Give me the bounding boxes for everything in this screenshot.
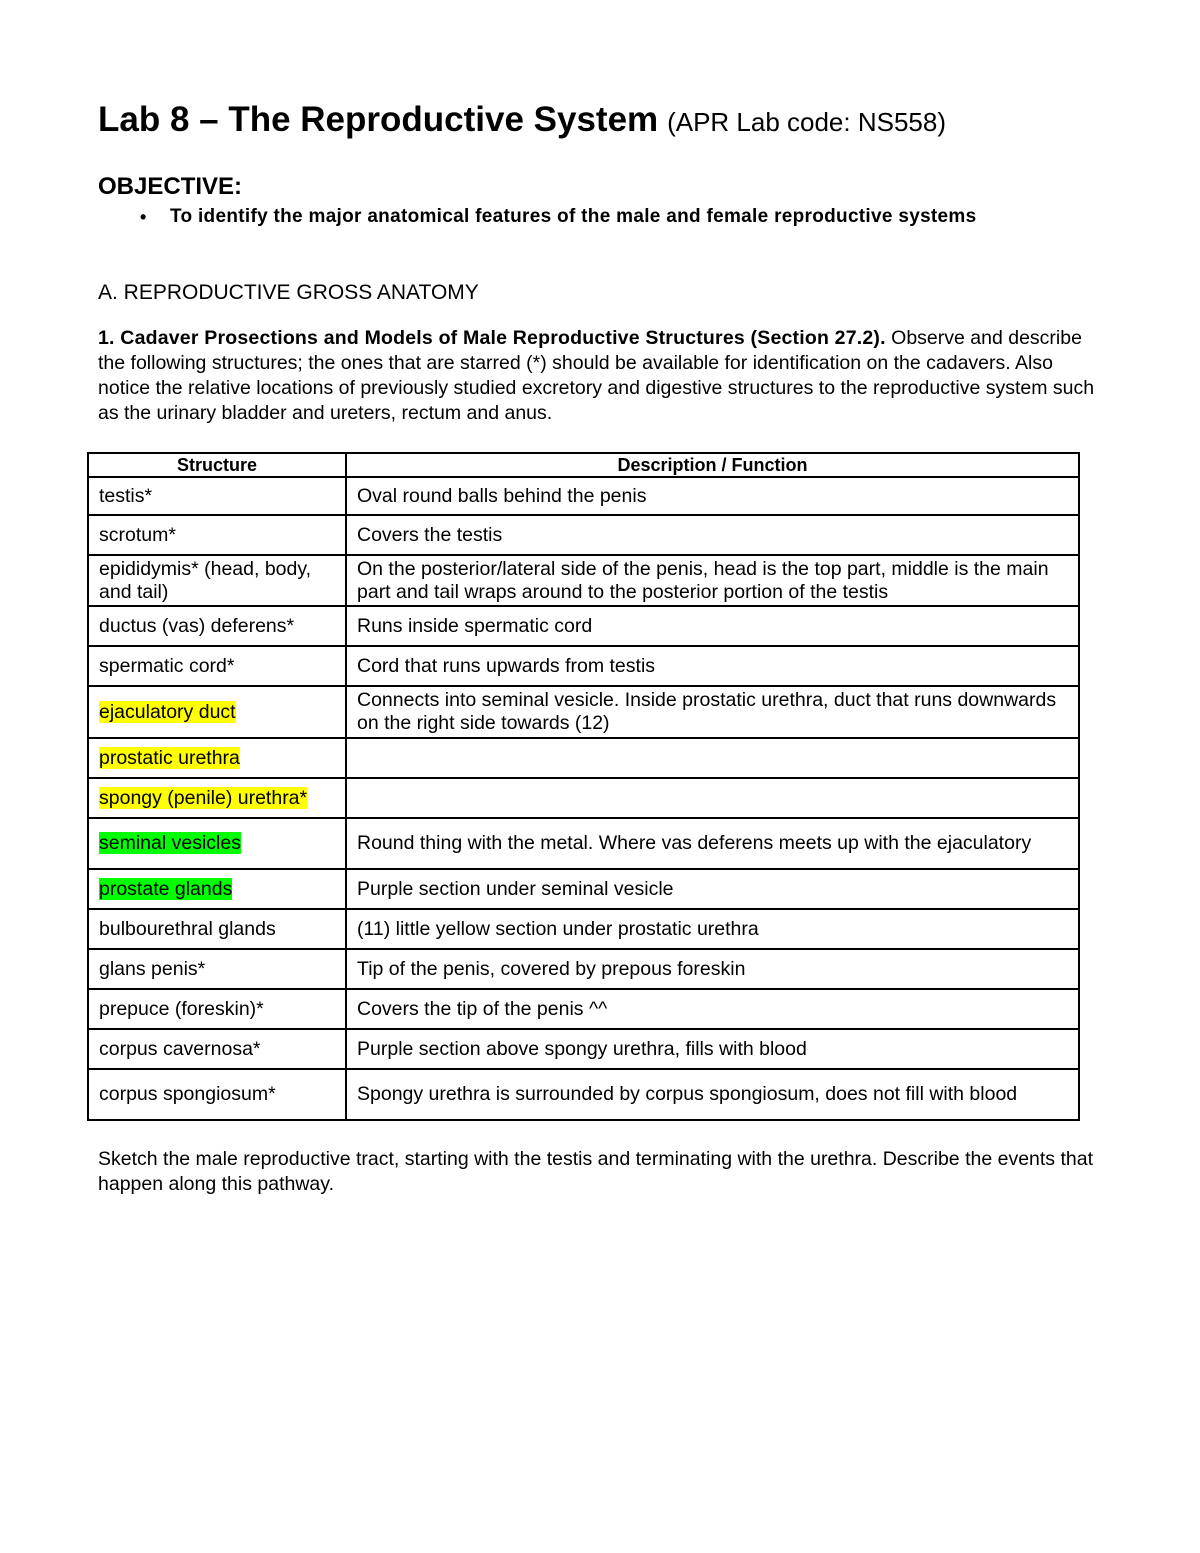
section-intro	[98, 326, 1098, 426]
structure-name: corpus cavernosa*	[99, 1037, 261, 1060]
table-row	[88, 686, 1079, 738]
description-cell: Purple section under seminal vesicle	[346, 869, 1079, 909]
structure-name: testis*	[99, 484, 153, 507]
table-row	[88, 646, 1079, 686]
structure-name: corpus spongiosum*	[99, 1083, 276, 1105]
structure-name: prostatic urethra	[99, 746, 240, 769]
structure-name: glans penis*	[99, 957, 206, 980]
description-cell: Runs inside spermatic cord	[346, 606, 1079, 646]
structure-cell	[88, 646, 346, 686]
description-cell: Spongy urethra is surrounded by corpus spongiosum, does not fill with blood	[346, 1069, 1079, 1120]
description-cell: Connects into seminal vesicle. Inside prostatic urethra, duct that runs downwards on the right side towards (12)	[346, 686, 1079, 738]
table-header-row	[88, 453, 1079, 477]
objective-text: To identify the major anatomical features of the male and female reproductive systems	[170, 206, 977, 227]
structure-cell	[88, 686, 346, 738]
structure-name: bulbourethral glands	[99, 917, 276, 940]
table-row	[88, 1029, 1079, 1069]
structures-table	[87, 452, 1080, 1121]
structure-name: seminal vesicles	[99, 832, 241, 854]
description-cell	[346, 778, 1079, 818]
document-page	[98, 96, 1098, 426]
table-row	[88, 555, 1079, 606]
description-cell: Covers the tip of the penis ^^	[346, 989, 1079, 1029]
description-cell: On the posterior/lateral side of the penis, head is the top part, middle is the main part and tail wraps around to the posterior portion of the testis	[346, 555, 1079, 606]
page-title	[98, 96, 1098, 146]
structure-name: spongy (penile) urethra*	[99, 786, 308, 809]
structure-cell	[88, 738, 346, 778]
structure-cell	[88, 869, 346, 909]
description-cell: Purple section above spongy urethra, fills with blood	[346, 1029, 1079, 1069]
structure-name: scrotum*	[99, 523, 176, 546]
structure-cell	[88, 778, 346, 818]
header-structure: Structure	[88, 453, 346, 477]
intro-bold: 1. Cadaver Prosections and Models of Male Reproductive Structures (Section 27.2).	[98, 327, 886, 349]
description-cell: Cord that runs upwards from testis	[346, 646, 1079, 686]
structure-name: ductus (vas) deferens*	[99, 614, 295, 637]
structure-name: prepuce (foreskin)*	[99, 997, 264, 1020]
structure-cell	[88, 515, 346, 555]
structure-cell	[88, 909, 346, 949]
table-row	[88, 949, 1079, 989]
structure-name: epididymis* (head, body, and tail)	[99, 557, 312, 603]
table-row	[88, 477, 1079, 515]
description-cell: (11) little yellow section under prostatic urethra	[346, 909, 1079, 949]
structure-name: spermatic cord*	[99, 654, 235, 677]
objective-item	[98, 204, 1098, 230]
structure-name: prostate glands	[99, 877, 233, 900]
description-cell: Covers the testis	[346, 515, 1079, 555]
structure-cell	[88, 1069, 346, 1120]
objective-list	[98, 204, 1098, 230]
description-cell: Oval round balls behind the penis	[346, 477, 1079, 515]
structure-cell	[88, 949, 346, 989]
objective-heading: OBJECTIVE:	[98, 173, 243, 200]
table-row	[88, 869, 1079, 909]
title-main: Lab 8 – The Reproductive System	[98, 100, 659, 139]
structure-cell	[88, 989, 346, 1029]
structure-cell	[88, 477, 346, 515]
description-cell: Round thing with the metal. Where vas deferens meets up with the ejaculatory	[346, 818, 1079, 869]
structure-cell	[88, 555, 346, 606]
table-row	[88, 989, 1079, 1029]
section-a-heading: A. REPRODUCTIVE GROSS ANATOMY	[98, 281, 479, 304]
title-lab-code: (APR Lab code: NS558)	[667, 107, 946, 137]
structure-cell	[88, 1029, 346, 1069]
table-row	[88, 909, 1079, 949]
sketch-prompt: Sketch the male reproductive tract, starting with the testis and terminating with the urethra. Describe the events that happen along this pathway.	[98, 1148, 1093, 1195]
table-row	[88, 1069, 1079, 1120]
description-cell	[346, 738, 1079, 778]
table-row	[88, 778, 1079, 818]
table-row	[88, 515, 1079, 555]
structure-cell	[88, 818, 346, 869]
structure-name: ejaculatory duct	[99, 700, 236, 723]
structure-cell	[88, 606, 346, 646]
bullet-icon: •	[140, 207, 147, 227]
table-body	[88, 477, 1079, 1120]
header-description: Description / Function	[346, 453, 1079, 477]
table-row	[88, 738, 1079, 778]
intro-text: Observe and describe the following structures; the ones that are starred (*) should be available for identification on the cadavers. Also notice the relative locations of previously studied excretory and digestive structures to the reproductive system such as the urinary bladder and ureters, rectum and anus.	[98, 327, 1095, 424]
table-row	[88, 818, 1079, 869]
table-row	[88, 606, 1079, 646]
description-cell: Tip of the penis, covered by prepous foreskin	[346, 949, 1079, 989]
